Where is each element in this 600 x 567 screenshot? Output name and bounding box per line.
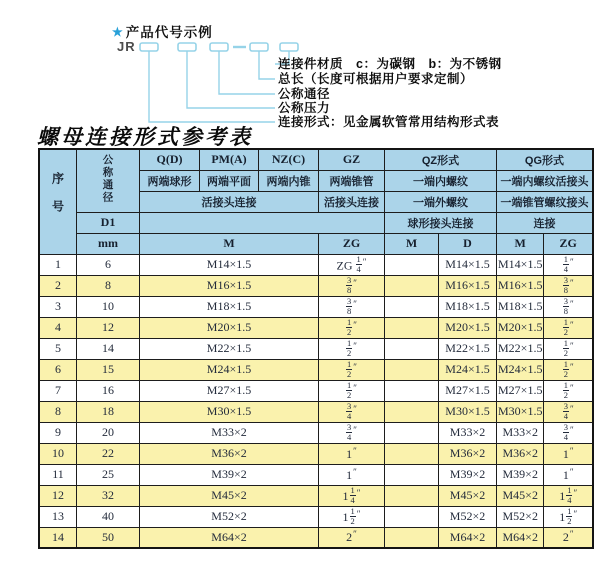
cell-m-thread: M18×1.5 (140, 296, 319, 317)
table-row (39, 443, 593, 464)
cell-seq: 7 (39, 380, 77, 401)
header-col-qg: QG形式 (497, 149, 593, 170)
cell-qz-m (385, 506, 439, 527)
cell-dn: 8 (77, 275, 140, 296)
cell-qg-m: M52×2 (497, 506, 544, 527)
table-row (39, 422, 593, 443)
cell-dn: 15 (77, 359, 140, 380)
cell-qg-m: M20×1.5 (497, 317, 544, 338)
cell-m-thread: M36×2 (140, 443, 319, 464)
cell-qz-m (385, 527, 439, 548)
cell-m-thread: M52×2 (140, 506, 319, 527)
table-body (39, 254, 593, 548)
header-q-desc: 两端球形 (140, 170, 200, 191)
table-row (39, 338, 593, 359)
cell-gz-zg: 1 $\frac{1}{4}$ ″ (319, 485, 385, 506)
header-col-pm: PM(A) (200, 149, 259, 170)
cell-qz-d: M45×2 (439, 485, 497, 506)
cell-qz-d: M22×1.5 (439, 338, 497, 359)
cell-dn: 12 (77, 317, 140, 338)
label-nominal-dn: 公称通径 (278, 87, 331, 101)
cell-seq: 9 (39, 422, 77, 443)
cell-qg-zg: 1″ (544, 443, 593, 464)
cell-gz-zg: $\frac{1}{2}$ ″ (319, 338, 385, 359)
header-union-connection: 活接头连接 (140, 191, 319, 212)
cell-seq: 8 (39, 401, 77, 422)
cell-m-thread: M30×1.5 (140, 401, 319, 422)
cell-qz-d: M30×1.5 (439, 401, 497, 422)
cell-gz-zg: $\frac{1}{2}$ ″ (319, 317, 385, 338)
code-box-5 (280, 43, 298, 51)
cell-qg-m: M16×1.5 (497, 275, 544, 296)
cell-qz-d: M14×1.5 (439, 254, 497, 275)
cell-qg-zg: $\frac{1}{2}$ ″ (544, 338, 593, 359)
code-box-2 (178, 43, 196, 51)
cell-dn: 22 (77, 443, 140, 464)
header-blank (140, 212, 385, 233)
cell-qg-m: M18×1.5 (497, 296, 544, 317)
code-box-4 (250, 43, 268, 51)
cell-qg-zg: $\frac{3}{4}$ ″ (544, 401, 593, 422)
cell-qg-zg: $\frac{3}{8}$ ″ (544, 275, 593, 296)
header-d1: D1 (77, 212, 140, 233)
cell-gz-zg: 2″ (319, 527, 385, 548)
cell-seq: 6 (39, 359, 77, 380)
cell-gz-zg: $\frac{1}{2}$ ″ (319, 359, 385, 380)
cell-qg-zg: 1 $\frac{1}{4}$ ″ (544, 485, 593, 506)
cell-qz-m (385, 380, 439, 401)
cell-qg-m: M24×1.5 (497, 359, 544, 380)
cell-gz-zg: $\frac{3}{8}$ ″ (319, 296, 385, 317)
cell-seq: 4 (39, 317, 77, 338)
cell-gz-zg: $\frac{1}{2}$ ″ (319, 380, 385, 401)
cell-qz-d: M36×2 (439, 443, 497, 464)
header-qg-connection: 连接 (497, 212, 593, 233)
table-header (39, 149, 593, 254)
header-qg-m-label: M (497, 233, 544, 254)
table-row (39, 506, 593, 527)
header-pm-desc: 两端平面 (200, 170, 259, 191)
cell-qg-m: M33×2 (497, 422, 544, 443)
cell-qg-zg: 2″ (544, 527, 593, 548)
cell-qz-m (385, 317, 439, 338)
label-total-length: 总长（长度可根据用户要求定制） (278, 72, 474, 86)
cell-m-thread: M22×1.5 (140, 338, 319, 359)
cell-qg-zg: $\frac{3}{4}$ ″ (544, 422, 593, 443)
cell-dn: 6 (77, 254, 140, 275)
code-box-3 (210, 43, 228, 51)
cell-dn: 18 (77, 401, 140, 422)
cell-qz-m (385, 338, 439, 359)
cell-gz-zg: 1″ (319, 464, 385, 485)
cell-dn: 10 (77, 296, 140, 317)
cell-qz-d: M64×2 (439, 527, 497, 548)
header-qg-zg-label: ZG (544, 233, 593, 254)
cell-qz-d: M24×1.5 (439, 359, 497, 380)
table-row (39, 254, 593, 275)
header-col-qz: QZ形式 (385, 149, 497, 170)
cell-m-thread: M27×1.5 (140, 380, 319, 401)
header-nz-desc: 两端内锥 (259, 170, 319, 191)
cell-seq: 5 (39, 338, 77, 359)
cell-seq: 10 (39, 443, 77, 464)
cell-qz-d: M16×1.5 (439, 275, 497, 296)
cell-qz-m (385, 422, 439, 443)
cell-dn: 25 (77, 464, 140, 485)
cell-gz-zg: $\frac{3}{8}$ ″ (319, 275, 385, 296)
cell-gz-zg: 1 $\frac{1}{2}$ ″ (319, 506, 385, 527)
cell-qg-m: M36×2 (497, 443, 544, 464)
table-row (39, 275, 593, 296)
header-gz-connection: 活接头连接 (319, 191, 385, 212)
header-qz-connection: 球形接头连接 (385, 212, 497, 233)
star-icon: ★ (112, 25, 124, 39)
cell-qg-zg: $\frac{1}{2}$ ″ (544, 359, 593, 380)
cell-m-thread: M39×2 (140, 464, 319, 485)
cell-qz-d: M20×1.5 (439, 317, 497, 338)
cell-dn: 40 (77, 506, 140, 527)
table-row (39, 527, 593, 548)
cell-qg-m: M14×1.5 (497, 254, 544, 275)
cell-seq: 2 (39, 275, 77, 296)
cell-qz-d: M27×1.5 (439, 380, 497, 401)
header-mm: mm (77, 233, 140, 254)
cell-qg-m: M27×1.5 (497, 380, 544, 401)
cell-qg-m: M39×2 (497, 464, 544, 485)
cell-m-thread: M33×2 (140, 422, 319, 443)
cell-gz-zg: $\frac{3}{4}$ ″ (319, 401, 385, 422)
cell-seq: 1 (39, 254, 77, 275)
connector-line-3 (219, 51, 275, 94)
header-qg-desc1: 一端内螺纹活接头 (497, 170, 593, 191)
table-row (39, 359, 593, 380)
cell-qz-d: M18×1.5 (439, 296, 497, 317)
cell-qz-m (385, 443, 439, 464)
table-title: 螺母连接形式参考表 (37, 125, 253, 149)
cell-qz-d: M33×2 (439, 422, 497, 443)
cell-dn: 32 (77, 485, 140, 506)
cell-qg-m: M45×2 (497, 485, 544, 506)
cell-qg-zg: $\frac{1}{2}$ ″ (544, 380, 593, 401)
header-col-q: Q(D) (140, 149, 200, 170)
cell-qg-zg: $\frac{1}{4}$ ″ (544, 254, 593, 275)
cell-qg-zg: $\frac{1}{2}$ ″ (544, 317, 593, 338)
diagram-heading-text: 产品代号示例 (125, 25, 213, 40)
label-connection-form: 连接形式：见金属软管常用结构形式表 (278, 115, 500, 129)
cell-dn: 20 (77, 422, 140, 443)
table-row (39, 296, 593, 317)
header-gz-desc: 两端锥管 (319, 170, 385, 191)
table-row (39, 401, 593, 422)
cell-qg-zg: 1 $\frac{1}{2}$ ″ (544, 506, 593, 527)
cell-qz-m (385, 485, 439, 506)
code-box-1 (140, 43, 158, 51)
cell-qz-d: M39×2 (439, 464, 497, 485)
cell-dn: 14 (77, 338, 140, 359)
label-nominal-pressure: 公称压力 (278, 101, 331, 115)
cell-gz-zg: 1″ (319, 443, 385, 464)
label-material: 连接件材质 c：为碳钢 b：为不锈钢 (278, 57, 502, 71)
table-row (39, 317, 593, 338)
nut-connection-reference-table (38, 148, 594, 549)
cell-seq: 3 (39, 296, 77, 317)
table-row (39, 464, 593, 485)
cell-dn: 50 (77, 527, 140, 548)
header-qg-desc2: 一端锥管螺纹接头 (497, 191, 593, 212)
header-qz-m-label: M (385, 233, 439, 254)
cell-m-thread: M45×2 (140, 485, 319, 506)
cell-dn: 16 (77, 380, 140, 401)
cell-qz-m (385, 275, 439, 296)
cell-seq: 12 (39, 485, 77, 506)
table-row (39, 485, 593, 506)
cell-qg-zg: 1″ (544, 464, 593, 485)
code-prefix: JR (117, 39, 136, 54)
cell-qz-m (385, 359, 439, 380)
cell-qz-d: M52×2 (439, 506, 497, 527)
cell-m-thread: M14×1.5 (140, 254, 319, 275)
header-seq: 序号 (39, 149, 77, 254)
connector-line-2 (259, 51, 275, 79)
cell-seq: 11 (39, 464, 77, 485)
header-col-gz: GZ (319, 149, 385, 170)
cell-qg-m: M22×1.5 (497, 338, 544, 359)
cell-seq: 14 (39, 527, 77, 548)
cell-gz-zg: $\frac{3}{4}$ ″ (319, 422, 385, 443)
cell-qg-m: M64×2 (497, 527, 544, 548)
header-qz-d-label: D (439, 233, 497, 254)
header-col-nz: NZ(C) (259, 149, 319, 170)
header-m-label: M (140, 233, 319, 254)
header-dn: 公称通径 (77, 149, 140, 212)
header-qz-desc2: 一端外螺纹 (385, 191, 497, 212)
cell-m-thread: M64×2 (140, 527, 319, 548)
cell-m-thread: M20×1.5 (140, 317, 319, 338)
cell-qg-m: M30×1.5 (497, 401, 544, 422)
cell-qg-zg: $\frac{3}{8}$ ″ (544, 296, 593, 317)
cell-seq: 13 (39, 506, 77, 527)
cell-qz-m (385, 401, 439, 422)
cell-gz-zg: ZG $\frac{1}{4}$ ″ (319, 254, 385, 275)
cell-qz-m (385, 464, 439, 485)
cell-m-thread: M16×1.5 (140, 275, 319, 296)
table-row (39, 380, 593, 401)
cell-m-thread: M24×1.5 (140, 359, 319, 380)
connector-line-5 (149, 51, 275, 122)
cell-qz-m (385, 296, 439, 317)
cell-qz-m (385, 254, 439, 275)
header-zg-label: ZG (319, 233, 385, 254)
header-qz-desc1: 一端内螺纹 (385, 170, 497, 191)
